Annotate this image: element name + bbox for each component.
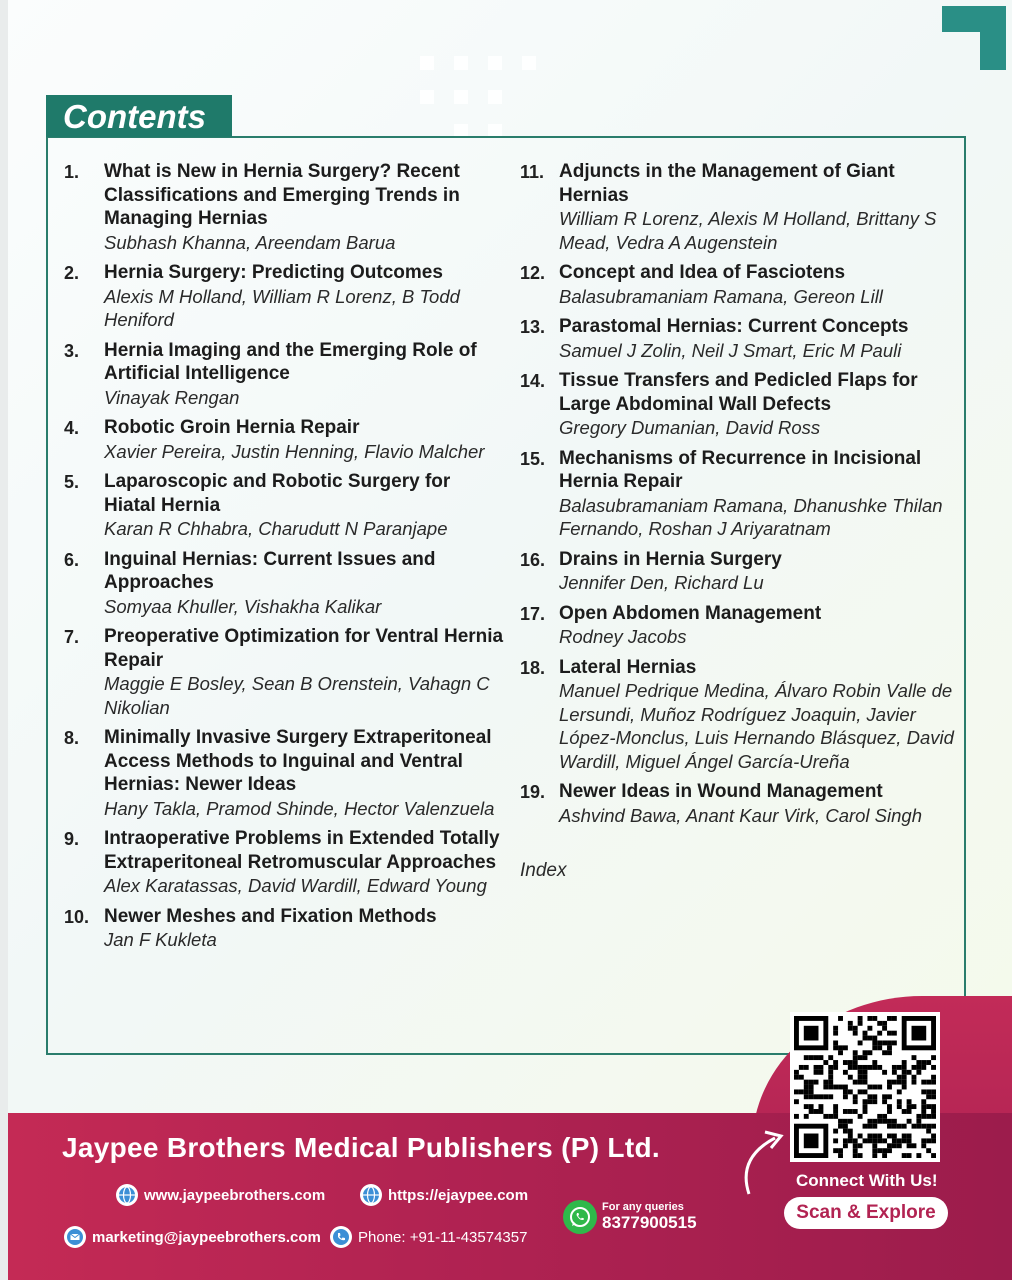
chapter-authors: William R Lorenz, Alexis M Holland, Brittany S Mead, Vedra A Augenstein — [559, 208, 937, 253]
phone-link[interactable] — [330, 1226, 527, 1248]
chapter-authors: Jan F Kukleta — [104, 929, 217, 950]
chapter-number: 15. — [520, 448, 546, 469]
globe-icon — [360, 1184, 382, 1206]
connect-label: Connect With Us! — [796, 1171, 938, 1190]
chapter-number: 19. — [520, 782, 546, 802]
chapter-title: Drains in Hernia Surgery — [559, 548, 782, 570]
chapter-entry[interactable] — [520, 656, 960, 774]
chapter-authors: Subhash Khanna, Areendam Barua — [104, 231, 396, 253]
chapter-number: 13. — [520, 317, 546, 337]
whatsapp-contact[interactable] — [563, 1200, 697, 1234]
curved-arrow-icon — [735, 1128, 785, 1198]
chapter-number: 18. — [520, 657, 546, 678]
page-edge — [0, 0, 8, 1280]
chapter-authors: Somyaa Khuller, Vishakha Kalikar — [104, 595, 382, 617]
chapter-number: 4. — [64, 418, 80, 438]
chapter-title: Tissue Transfers and Pedicled Flaps for Large Abdominal Wall Defects — [559, 370, 918, 415]
chapter-title: Adjuncts in the Management of Giant Hernias — [559, 161, 895, 206]
chapter-title: Concept and Idea of Fasciotens — [559, 262, 846, 283]
chapter-title: What is New in Hernia Surgery? Recent Classifications and Emerging Trends in Managing Hernias — [104, 161, 460, 229]
scan-explore-button[interactable]: Scan & Explore — [784, 1197, 948, 1229]
chapter-entry[interactable] — [520, 369, 960, 440]
chapter-number: 6. — [64, 549, 80, 570]
chapter-number: 11. — [520, 162, 545, 182]
chapter-entry[interactable] — [64, 261, 504, 332]
chapter-authors: Gregory Dumanian, David Ross — [559, 417, 821, 438]
chapter-entry[interactable] — [64, 416, 504, 463]
chapter-entry[interactable] — [520, 447, 960, 541]
chapter-title: Lateral Hernias — [559, 656, 697, 678]
chapter-title: Robotic Groin Hernia Repair — [104, 417, 360, 438]
chapter-entry[interactable] — [64, 726, 504, 820]
globe-icon — [116, 1184, 138, 1206]
chapter-number: 14. — [520, 371, 546, 391]
chapter-authors: Xavier Pereira, Justin Henning, Flavio Malcher — [104, 440, 485, 462]
chapter-title: Inguinal Hernias: Current Issues and Approaches — [104, 548, 436, 593]
chapter-authors: Alexis M Holland, William R Lorenz, B Todd Heniford — [104, 285, 460, 330]
website2-text: https://ejaypee.com — [388, 1186, 529, 1204]
chapter-title: Hernia Imaging and the Emerging Role of Artificial Intelligence — [104, 339, 477, 384]
phone-text: Phone: +91-11-43574357 — [358, 1228, 528, 1246]
queries-number: 8377900515 — [602, 1213, 697, 1232]
chapter-title: Laparoscopic and Robotic Surgery for Hiatal Hernia — [104, 471, 451, 516]
chapter-title: Hernia Surgery: Predicting Outcomes — [104, 262, 443, 283]
publisher-name: Jaypee Brothers Medical Publishers (P) Ltd. — [62, 1132, 660, 1163]
chapter-authors: Vinayak Rengan — [104, 386, 240, 408]
chapter-number: 9. — [64, 829, 80, 849]
chapter-title: Mechanisms of Recurrence in Incisional Hernia Repair — [559, 447, 922, 492]
chapter-number: 10. — [64, 906, 90, 927]
chapter-title: Intraoperative Problems in Extended Totally Extraperitoneal Retromuscular Approaches — [104, 828, 500, 873]
chapter-authors: Alex Karatassas, David Wardill, Edward Young — [104, 875, 487, 896]
chapter-entry[interactable] — [64, 160, 504, 254]
chapters-right-column — [520, 160, 960, 834]
chapter-authors: Samuel J Zolin, Neil J Smart, Eric M Pauli — [559, 339, 902, 361]
chapter-entry[interactable] — [520, 548, 960, 595]
chapter-entry[interactable] — [64, 827, 504, 898]
chapter-title: Minimally Invasive Surgery Extraperitoneal Access Methods to Inguinal and Ventral Hernias: Newer Ideas — [104, 727, 492, 795]
mail-icon — [64, 1226, 86, 1248]
chapter-title: Open Abdomen Management — [559, 602, 822, 624]
chapter-entry[interactable] — [520, 160, 960, 254]
queries-label: For any queries — [602, 1201, 684, 1213]
chapter-number: 16. — [520, 549, 546, 570]
chapter-authors: Rodney Jacobs — [559, 626, 687, 647]
chapter-number: 3. — [64, 340, 80, 361]
website2-link[interactable] — [360, 1184, 528, 1206]
chapter-entry[interactable] — [520, 602, 960, 649]
chapter-number: 2. — [64, 263, 80, 283]
contents-title: Contents — [46, 95, 232, 137]
chapter-authors: Balasubramaniam Ramana, Gereon Lill — [559, 285, 883, 307]
phone-icon — [330, 1226, 352, 1248]
chapter-number: 8. — [64, 728, 80, 748]
chapter-number: 5. — [64, 472, 80, 492]
website1-link[interactable] — [116, 1184, 325, 1206]
chapter-title: Preoperative Optimization for Ventral Hernia Repair — [104, 626, 504, 671]
whatsapp-icon — [563, 1200, 597, 1234]
website1-text: www.jaypeebrothers.com — [144, 1186, 326, 1204]
email-text: marketing@jaypeebrothers.com — [92, 1228, 321, 1246]
chapter-entry[interactable] — [520, 315, 960, 362]
chapter-title: Parastomal Hernias: Current Concepts — [559, 316, 909, 337]
chapter-number: 7. — [64, 627, 80, 647]
chapter-entry[interactable] — [64, 548, 504, 619]
chapter-entry[interactable] — [64, 905, 504, 952]
chapter-authors: Maggie E Bosley, Sean B Orenstein, Vahagn C Nikolian — [104, 673, 490, 718]
chapter-title: Newer Ideas in Wound Management — [559, 781, 883, 802]
chapter-title: Newer Meshes and Fixation Methods — [104, 905, 437, 927]
chapters-left-column — [64, 160, 504, 959]
chapter-authors: Jennifer Den, Richard Lu — [559, 572, 764, 593]
chapter-entry[interactable] — [64, 625, 504, 719]
qr-code[interactable] — [790, 1012, 940, 1162]
chapter-authors: Hany Takla, Pramod Shinde, Hector Valenzuela — [104, 797, 495, 819]
chapter-number: 17. — [520, 603, 546, 624]
chapter-entry[interactable] — [64, 470, 504, 541]
chapter-entry[interactable] — [520, 780, 960, 827]
email-link[interactable] — [64, 1226, 321, 1248]
index-entry[interactable]: Index — [520, 860, 567, 881]
qr-code-image — [794, 1016, 936, 1158]
chapter-authors: Ashvind Bawa, Anant Kaur Virk, Carol Singh — [559, 804, 922, 826]
chapter-number: 1. — [64, 162, 80, 182]
chapter-authors: Manuel Pedrique Medina, Álvaro Robin Valle de Lersundi, Muñoz Rodríguez Joaquin, Javier López-Monclus, Luis Hernando Blásquez, David Wardill, Miguel Ángel García-Ureña — [559, 680, 954, 772]
chapter-entry[interactable] — [520, 261, 960, 308]
chapter-authors: Karan R Chhabra, Charudutt N Paranjape — [104, 518, 448, 539]
chapter-authors: Balasubramaniam Ramana, Dhanushke Thilan Fernando, Roshan J Ariyaratnam — [559, 494, 943, 539]
chapter-entry[interactable] — [64, 339, 504, 410]
chapter-number: 12. — [520, 263, 546, 283]
corner-decoration — [942, 6, 1006, 70]
